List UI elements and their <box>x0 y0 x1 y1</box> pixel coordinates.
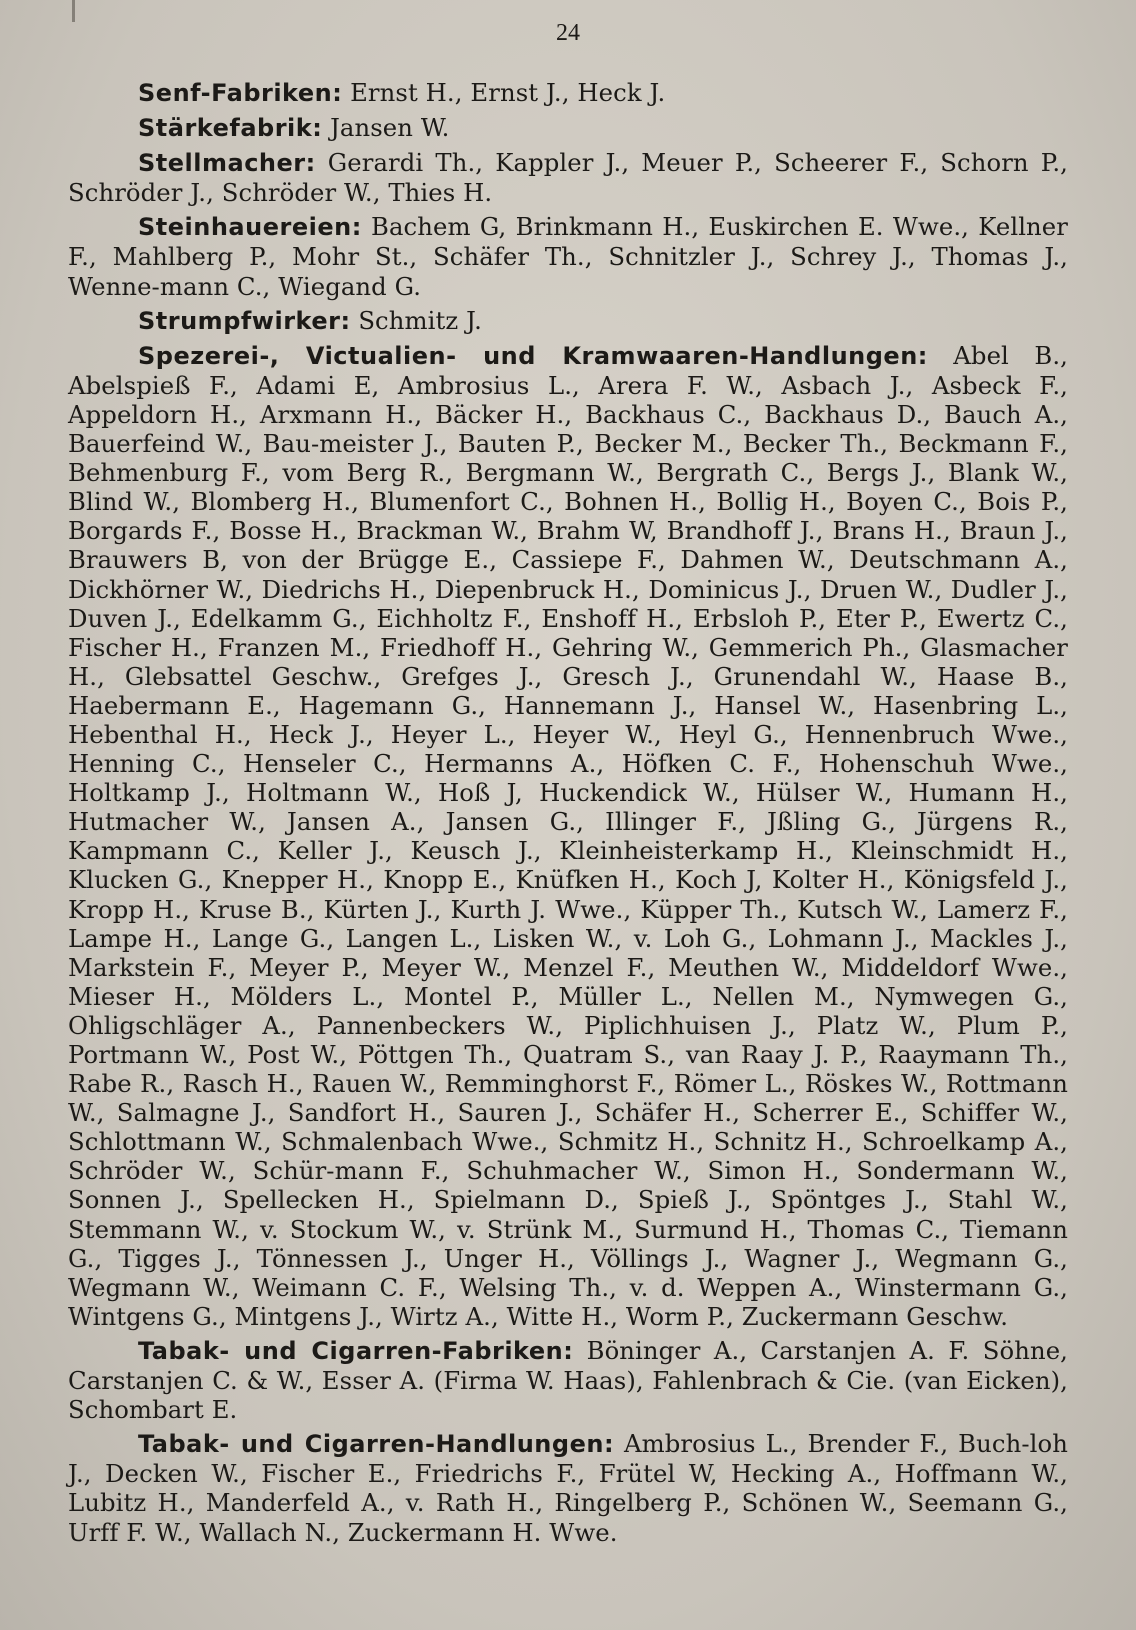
entry-items: Böninger A., Carstanjen A. F. Söhne, Carstanjen C. & W., Esser A. (Firma W. Haas), Fahlenbrach & Cie. (van Eicken), Schombart E. <box>68 1335 1069 1425</box>
entry-stellmacher <box>68 148 1068 207</box>
page-edge-mark <box>72 0 75 22</box>
entry-heading: Spezerei-, Victualien- und Kramwaaren-Handlungen: <box>138 341 928 370</box>
entry-heading: Steinhauereien: <box>138 213 362 242</box>
entry-steinhauereien <box>68 212 1068 300</box>
entry-items: Ambrosius L., Brender F., Buch-loh J., Decken W., Fischer E., Friedrichs F., Frütel W, Hecking A., Hoffmann W., Lubitz H., Manderfeld A., v. Rath H., Ringelberg P., Schönen W., Seemann G., Urff F. W., Wallach N., Zuckermann H. Wwe. <box>68 1429 1068 1547</box>
entry-spezerei-handlungen <box>68 341 1068 1331</box>
entry-heading: Tabak- und Cigarren-Handlungen: <box>138 1430 615 1459</box>
entry-items: Gerardi Th., Kappler J., Meuer P., Scheerer F., Schorn P., Schröder J., Schröder W., Thies H. <box>68 148 1068 208</box>
entry-heading: Strumpfwirker: <box>138 306 351 335</box>
entry-items: Jansen W. <box>330 113 450 143</box>
entry-staerkefabrik <box>68 113 1068 143</box>
entry-tabak-handlungen <box>68 1429 1068 1546</box>
entry-heading: Tabak- und Cigarren-Fabriken: <box>138 1336 574 1365</box>
entry-senf-fabriken <box>68 78 1068 108</box>
entry-items: Ernst H., Ernst J., Heck J. <box>350 78 666 107</box>
entry-items: Schmitz J. <box>358 305 482 335</box>
directory-body <box>68 78 1068 1552</box>
entry-items: Bachem G, Brinkmann H., Euskirchen E. Wwe., Kellner F., Mahlberg P., Mohr St., Schäfer Th., Schnitzler J., Schrey J., Thomas J., Wenne-mann C., Wiegand G. <box>68 212 1069 301</box>
entry-heading: Senf-Fabriken: <box>138 79 343 107</box>
entry-heading: Stellmacher: <box>138 149 316 178</box>
entry-heading: Stärkefabrik: <box>138 114 323 143</box>
entry-strumpfwirker <box>68 306 1068 336</box>
entry-tabak-fabriken <box>68 1336 1068 1424</box>
entry-items: Abel B., Abelspieß F., Adami E, Ambrosius L., Arera F. W., Asbach J., Asbeck F., Appeldorn H., Arxmann H., Bäcker H., Backhaus C., Backhaus D., Bauch A., Bauerfeind W., Bau-meister J., Bauten P., Becker M., Becker Th., Beckmann F., Behmenburg F., vom Berg R., Bergmann W., Bergrath C., Bergs J., Blank W., Blind W., Blomberg H., Blumenfort C., Bohnen H., Bollig H., Boyen C., Bois P., Borgards F., Bosse H., Brackman W., Brahm W, Brandhoff J., Brans H., Braun J., Brauwers B, von der Brügge E., Cassiepe F., Dahmen W., Deutschmann A., Dickhörner W., Diedrichs H., Diepenbruck H., Dominicus J., Druen W., Dudler J., Duven J., Edelkamm G., Eichholtz F., Enshoff H., Erbsloh P., Eter P., Ewertz C., Fischer H., Franzen M., Friedhoff H., Gehring W., Gemmerich Ph., Glasmacher H., Glebsattel Geschw., Grefges J., Gresch J., Grunendahl W., Haase B., Haebermann E., Hagemann G., Hannemann J., Hansel W., Hasenbring L., Hebenthal H., Heck J., Heyer L., Heyer W., Heyl G., Hennenbruch Wwe., Henning C., Henseler C., Hermanns A., Höfken C. F., Hohenschuh Wwe., Holtkamp J., Holtmann W., Hoß J, Huckendick W., Hülser W., Humann H., Hutmacher W., Jansen A., Jansen G., Illinger F., Jßling G., Jürgens R., Kampmann C., Keller J., Keusch J., Kleinheisterkamp H., Kleinschmidt H., Klucken G., Knepper H., Knopp E., Knüfken H., Koch J, Kolter H., Königsfeld J., Kropp H., Kruse B., Kürten J., Kurth J. Wwe., Küpper Th., Kutsch W., Lamerz F., Lampe H., Lange G., Langen L., Lisken W., v. Loh G., Lohmann J., Mackles J., Markstein F., Meyer P., Meyer W., Menzel F., Meuthen W., Middeldorf Wwe., Mieser H., Mölders L., Montel P., Müller L., Nellen M., Nymwegen G., Ohligschläger A., Pannenbeckers W., Piplichhuisen J., Platz W., Plum P., Portmann W., Post W., Pöttgen Th., Quatram S., van Raay J. P., Raaymann Th., Rabe R., Rasch H., Rauen W., Remminghorst F., Römer L., Röskes W., Rottmann W., Salmagne J., Sandfort H., Sauren J., Schäfer H., Scherrer E., Schiffer W., Schlottmann W., Schmalenbach Wwe., Schmitz H., Schnitz H., Schroelkamp A., Schröder W., Schür-mann F., Schuhmacher W., Simon H., Sondermann W., Sonnen J., Spellecken H., Spielmann D., Spieß J., Spöntges J., Stahl W., Stemmann W., v. Stockum W., v. Strünk M., Surmund H., Thomas C., Tiemann G., Tigges J., Tönnessen J., Unger H., Völlings J., Wagner J., Wegmann G., Wegmann W., Weimann C. F., Welsing Th., v. d. Weppen A., Winstermann G., Wintgens G., Mintgens J., Wirtz A., Witte H., Worm P., Zuckermann Geschw. <box>68 340 1068 1331</box>
page-number: 24 <box>556 20 580 46</box>
